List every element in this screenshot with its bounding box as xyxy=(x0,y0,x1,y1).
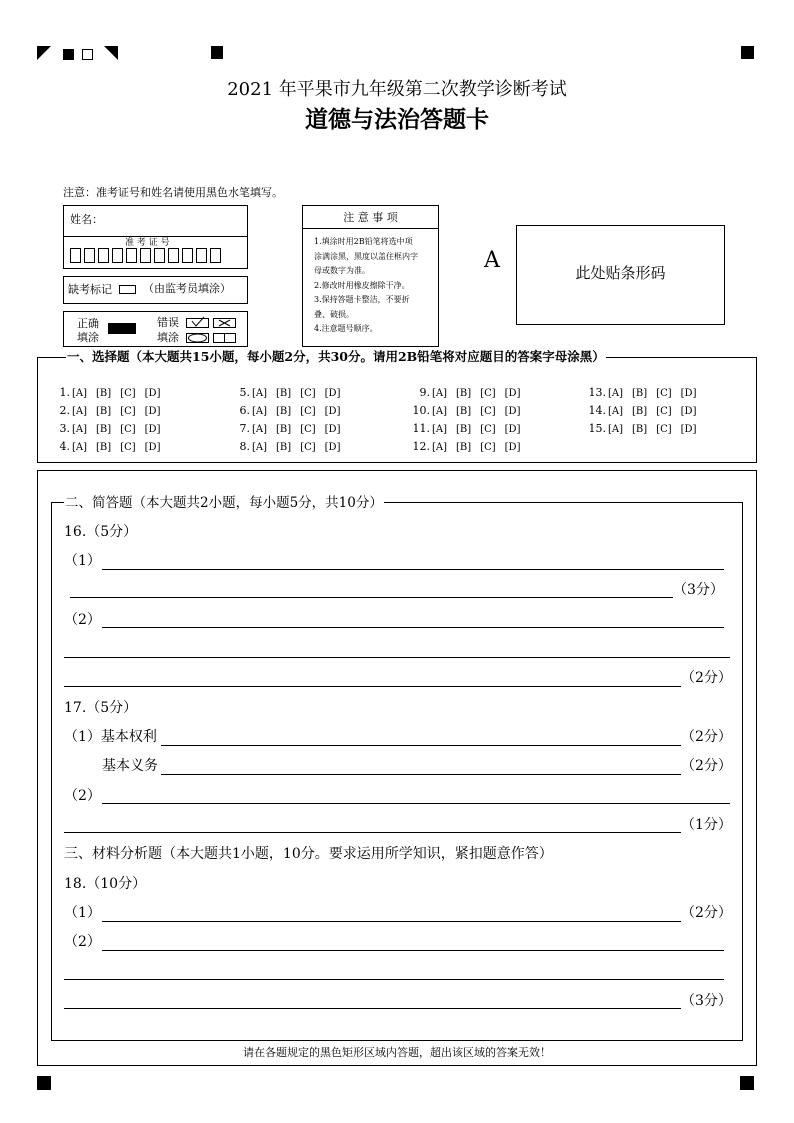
q16-2-label: （2） xyxy=(64,612,101,628)
q17-1-label: （1）基本权利 xyxy=(64,729,157,745)
choice-question xyxy=(408,441,529,453)
corner-triangle-mark xyxy=(37,46,51,60)
question-number: 9. xyxy=(419,386,430,399)
q16-2-answer-line[interactable] xyxy=(102,627,724,628)
question-number: 11. xyxy=(412,422,430,435)
answer-bubble[interactable]: [D] xyxy=(680,424,697,435)
choice-question xyxy=(584,405,705,417)
answer-bubble[interactable]: [C] xyxy=(120,388,136,399)
answer-bubble[interactable]: [B] xyxy=(632,406,648,417)
answer-bubble[interactable]: [D] xyxy=(504,406,521,417)
answer-bubble[interactable]: [C] xyxy=(656,424,672,435)
answer-bubble[interactable]: [B] xyxy=(96,406,112,417)
choice-question xyxy=(408,423,529,435)
answer-bubble[interactable]: [C] xyxy=(480,388,496,399)
wrong-label-2: 填涂 xyxy=(157,331,179,344)
q17-1-score: （2分） xyxy=(681,729,732,745)
q16-1-score: （3分） xyxy=(673,582,724,598)
wrong-label: 错误 xyxy=(157,316,179,329)
choice-question xyxy=(584,423,705,435)
choice-question xyxy=(48,441,169,453)
question-number: 5. xyxy=(239,386,250,399)
answer-bubble[interactable]: [D] xyxy=(504,424,521,435)
q18-2-label: （2） xyxy=(64,934,101,950)
q16-2-answer-line-3[interactable] xyxy=(64,686,681,687)
answer-bubble[interactable]: [A] xyxy=(252,406,268,417)
wrong-fill-samples xyxy=(186,315,238,345)
answer-bubble[interactable]: [C] xyxy=(300,388,316,399)
answer-bubble[interactable]: [D] xyxy=(324,442,341,453)
answer-bubble[interactable]: [A] xyxy=(608,406,624,417)
question-number: 2. xyxy=(59,404,70,417)
q17-2-label: （2） xyxy=(64,788,101,804)
q17-1-answer-line[interactable] xyxy=(161,745,681,746)
instruction-line: 母或数字为准。 xyxy=(314,266,370,275)
absent-label: 缺考标记 xyxy=(68,283,112,296)
name-label: 姓名： xyxy=(70,213,103,226)
instructions-divider xyxy=(303,228,438,229)
answer-bubble[interactable]: [B] xyxy=(456,406,472,417)
exam-id-label: 准 考 证 号 xyxy=(125,238,170,248)
question-number: 8. xyxy=(239,440,250,453)
answer-bubble[interactable]: [A] xyxy=(432,388,448,399)
choice-question xyxy=(408,387,529,399)
answer-bubble[interactable]: [B] xyxy=(456,442,472,453)
question-number: 7. xyxy=(239,422,250,435)
answer-bubble[interactable]: [A] xyxy=(72,406,88,417)
subject-title: 道德与法治答题卡 xyxy=(305,106,489,133)
q16-1-label: （1） xyxy=(64,553,101,569)
choice-question xyxy=(228,423,349,435)
q18-1-answer-line[interactable] xyxy=(102,921,681,922)
q16-2-answer-line-2[interactable] xyxy=(64,657,730,658)
answer-bubble[interactable]: [D] xyxy=(680,406,697,417)
q18-2-answer-line-2[interactable] xyxy=(64,979,724,980)
q17-1b-score: （2分） xyxy=(681,758,732,774)
q18-1-label: （1） xyxy=(64,905,101,921)
question-number: 3. xyxy=(59,422,70,435)
absent-checkbox[interactable] xyxy=(119,285,136,294)
q17-2-answer-line[interactable] xyxy=(102,803,730,804)
q16-1-answer-line-2[interactable] xyxy=(70,597,673,598)
answer-bubble[interactable]: [D] xyxy=(680,388,697,399)
answer-bubble[interactable]: [B] xyxy=(96,442,112,453)
alignment-square-mark xyxy=(211,46,223,59)
q16-heading: 16.（5分） xyxy=(64,524,138,540)
alignment-square-mark xyxy=(740,1076,754,1090)
answer-bubble[interactable]: [C] xyxy=(656,388,672,399)
correct-label: 正确 xyxy=(77,317,99,330)
question-number: 13. xyxy=(588,386,606,399)
correct-fill-sample xyxy=(108,323,136,334)
answer-bubble[interactable]: [B] xyxy=(456,388,472,399)
alignment-hollow-square-mark xyxy=(82,49,93,60)
section3-title: 三、材料分析题（本大题共1小题，10分。要求运用所学知识，紧扣题意作答） xyxy=(64,846,553,862)
q17-2-score: （1分） xyxy=(681,817,732,833)
choice-question xyxy=(228,405,349,417)
answer-bubble[interactable]: [A] xyxy=(72,424,88,435)
q18-2-score: （3分） xyxy=(681,993,732,1009)
correct-label-2: 填涂 xyxy=(77,331,99,344)
choice-question xyxy=(408,405,529,417)
q18-heading: 18.（10分） xyxy=(64,876,147,892)
answer-bubble[interactable]: [C] xyxy=(300,406,316,417)
name-divider xyxy=(64,236,247,237)
answer-bubble[interactable]: [B] xyxy=(96,424,112,435)
answer-bubble[interactable]: [C] xyxy=(480,442,496,453)
choice-question xyxy=(228,387,349,399)
exam-id-grid[interactable] xyxy=(70,248,224,263)
q18-1-score: （2分） xyxy=(681,905,732,921)
instruction-line: 3.保持答题卡整洁，不要折 xyxy=(314,295,410,304)
choice-question xyxy=(48,387,169,399)
answer-bubble[interactable]: [C] xyxy=(300,424,316,435)
instruction-line: 涂满涂黑，黑度以盖住框内字 xyxy=(314,251,418,261)
answer-bubble[interactable]: [D] xyxy=(324,424,341,435)
answer-bubble[interactable]: [A] xyxy=(252,424,268,435)
question-number: 4. xyxy=(59,440,70,453)
answer-bubble[interactable]: [C] xyxy=(120,442,136,453)
choice-question xyxy=(48,405,169,417)
barcode-label: 此处贴条形码 xyxy=(575,264,666,282)
question-number: 14. xyxy=(588,404,606,417)
q18-2-answer-line-3[interactable] xyxy=(64,1008,681,1009)
answer-bubble[interactable]: [D] xyxy=(144,388,161,399)
answer-bubble[interactable]: [D] xyxy=(144,406,161,417)
footer-warning: 请在各题规定的黑色矩形区域内答题，超出该区域的答案无效！ xyxy=(243,1046,551,1059)
answer-bubble[interactable]: [A] xyxy=(432,442,448,453)
q16-1-answer-line[interactable] xyxy=(102,569,724,570)
answer-bubble[interactable]: [B] xyxy=(276,406,292,417)
question-number: 15. xyxy=(588,422,606,435)
answer-bubble[interactable]: [D] xyxy=(324,406,341,417)
answer-bubble[interactable]: [B] xyxy=(276,442,292,453)
answer-bubble[interactable]: [D] xyxy=(324,388,341,399)
corner-triangle-mark xyxy=(104,46,118,60)
q17-heading: 17.（5分） xyxy=(64,700,138,716)
answer-bubble[interactable]: [B] xyxy=(96,388,112,399)
answer-bubble[interactable]: [C] xyxy=(480,424,496,435)
question-number: 12. xyxy=(412,440,430,453)
answer-bubble[interactable]: [D] xyxy=(144,442,161,453)
answer-bubble[interactable]: [D] xyxy=(144,424,161,435)
answer-bubble[interactable]: [B] xyxy=(456,424,472,435)
top-note: 注意：准考证号和姓名请使用黑色水笔填写。 xyxy=(63,186,283,199)
answer-bubble[interactable]: [A] xyxy=(252,388,268,399)
paper-type-label: A xyxy=(484,248,500,273)
choice-question xyxy=(228,441,349,453)
answer-bubble[interactable]: [C] xyxy=(656,406,672,417)
choice-question xyxy=(584,387,705,399)
q16-2-score: （2分） xyxy=(681,670,732,686)
answer-bubble[interactable]: [A] xyxy=(252,442,268,453)
answer-bubble[interactable]: [B] xyxy=(276,388,292,399)
section2-title: 二、简答题（本大题共2小题，每小题5分，共10分） xyxy=(65,495,383,511)
alignment-square-mark xyxy=(63,49,74,60)
q18-2-answer-line[interactable] xyxy=(102,950,724,951)
answer-bubble[interactable]: [D] xyxy=(504,442,521,453)
answer-bubble[interactable]: [C] xyxy=(480,406,496,417)
q17-1b-answer-line[interactable] xyxy=(161,774,681,775)
question-number: 6. xyxy=(239,404,250,417)
answer-bubble[interactable]: [C] xyxy=(120,424,136,435)
answer-bubble[interactable]: [A] xyxy=(608,388,624,399)
answer-bubble[interactable]: [A] xyxy=(72,442,88,453)
choice-question xyxy=(48,423,169,435)
section1-title: 一、选择题（本大题共15小题，每小题2分，共30分。请用2B铅笔将对应题目的答案字母涂黑） xyxy=(67,349,605,364)
alignment-square-mark xyxy=(37,1076,51,1090)
question-number: 10. xyxy=(412,404,430,417)
instructions-text xyxy=(314,235,418,337)
instruction-line: 4.注意题号顺序。 xyxy=(314,324,378,333)
alignment-square-mark xyxy=(741,46,754,59)
instruction-line: 1.填涂时用2B铅笔将选中项 xyxy=(314,237,413,246)
absent-note: （由监考员填涂） xyxy=(143,282,231,295)
answer-bubble[interactable]: [C] xyxy=(300,442,316,453)
answer-bubble[interactable]: [A] xyxy=(608,424,624,435)
exam-title: 2021 年平果市九年级第二次教学诊断考试 xyxy=(227,79,567,100)
answer-bubble[interactable]: [A] xyxy=(72,388,88,399)
answer-bubble[interactable]: [D] xyxy=(504,388,521,399)
question-number: 1. xyxy=(59,386,70,399)
instruction-line: 2.修改时用橡皮擦除干净。 xyxy=(314,280,410,290)
answer-bubble[interactable]: [B] xyxy=(632,424,648,435)
instructions-title: 注 意 事 项 xyxy=(343,211,398,224)
q17-1b-label: 基本义务 xyxy=(102,758,158,774)
answer-bubble[interactable]: [A] xyxy=(432,406,448,417)
answer-bubble[interactable]: [A] xyxy=(432,424,448,435)
answer-bubble[interactable]: [C] xyxy=(120,406,136,417)
q17-2-answer-line-2[interactable] xyxy=(64,832,681,833)
answer-bubble[interactable]: [B] xyxy=(632,388,648,399)
instruction-line: 叠、破损。 xyxy=(314,309,354,319)
answer-bubble[interactable]: [B] xyxy=(276,424,292,435)
